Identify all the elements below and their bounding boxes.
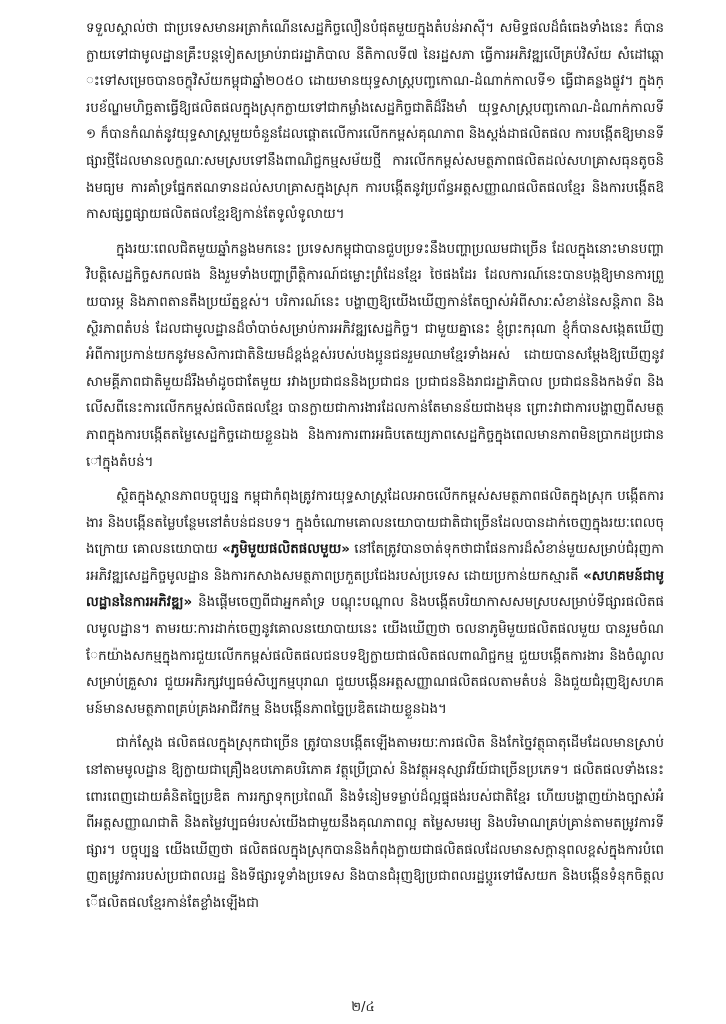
paragraph-2: ក្នុងរយៈពេលជិតមួយឆ្នាំកន្លងមកនេះ ប្រទេសកម្ពុជាបានជួបប្រទះនឹងបញ្ហាប្រឈមជាច្រើន ដែលក្នុងនោះមានបញ្ហាវិបត្តិសេដ្ឋកិច្ចសកលផង និងរួមទាំងបញ្ហាព្រឹត្តិការណ៍ជម្លោះព្រំដែនខ្មែរ ថៃផងដែរ ដែលការណ៍នេះបានបង្កឱ្យមានការព្រួយបារម្ភ និងភាពតានតឹងប្រយ័ត្នខ្ពស់។ បរិការណ៍នេះ បង្ហាញឱ្យយើងឃើញកាន់តែច្បាស់អំពីសារៈសំខាន់នៃសន្តិភាព និងស្ថិរភាពតំបន់ ដែលជាមូលដ្ឋានដ៏ចាំបាច់សម្រាប់ការអភិវឌ្ឍសេដ្ឋកិច្ច។ ជាមួយគ្នានេះ ខ្ញុំព្រះករុណា ខ្ញុំក៏បានសង្កេតឃើញអំពីការប្រកាន់យកនូវមនសិការជាតិនិយមដ៏ខ្ពង់ខ្ពស់របស់បងប្អូនជនរួមឈាមខ្មែរទាំងអស់ ដោយបានសម្តែងឱ្យឃើញនូវសាមគ្គីភាពជាតិមួយដ៏រឹងមាំដូចជាតែមួយ រវាងប្រជាជននិងប្រជាជន ប្រជាជននិងរាជរដ្ឋាភិបាល ប្រជាជននិងកងទ័ព និងលើសពីនេះការលើកកម្ពស់ផលិតផលខ្មែរ បានក្លាយជាការងារដែលកាន់តែមានន័យជាងមុន ព្រោះវាជាការបង្ហាញពីសមត្ថភាពក្នុងការបង្កើតតម្លៃសេដ្ឋកិច្ចដោយខ្លួនឯង និងការការពារអធិបតេយ្យភាពសេដ្ឋកិច្ចក្នុងពេលមានភាពមិនប្រាកដប្រជានៅក្នុងតំបន់។ <box>86 241 664 470</box>
paragraph-3: ស្ថិតក្នុងស្ថានភាពបច្ចុប្បន្ន កម្ពុជាកំពុងត្រូវការយុទ្ធសាស្ត្រដែលអាចលើកកម្ពស់សមត្ថភាពផលិតក្នុងស្រុក បង្កើតការងារ និងបង្កើនតម្លៃបន្ថែមនៅតំបន់ជនបទ។ ក្នុងចំណោមគោលនយោបាយជាតិជាច្រើនដែលបានដាក់ចេញក្នុងរយៈពេលចុងក្រោយ គោលនយោបាយ «ភូមិមួយផលិតផលមួយ» នៅតែត្រូវបានចាត់ទុកថាជាផែនការដ៏សំខាន់មួយសម្រាប់ជំរុញការអភិវឌ្ឍសេដ្ឋកិច្ចមូលដ្ឋាន និងការកសាងសមត្ថភាពប្រកួតប្រជែងរបស់ប្រទេស ដោយប្រកាន់យកស្មារតី «សហគមន៍ជាមូលដ្ឋាននៃការអភិវឌ្ឍ» និងផ្តើមចេញពីជាអ្នកគាំទ្រ បណ្តុះបណ្តាល និងបង្កើតបរិយាកាសសមស្របសម្រាប់ទីផ្សារផលិតផលមូលដ្ឋាន។ តាមរយៈការដាក់ចេញនូវគោលនយោបាយនេះ យើងឃើញថា ចលនាភូមិមួយផលិតផលមួយ បានរួមចំណែកយ៉ាងសកម្មក្នុងការជួយលើកកម្ពស់ផលិតផលជនបទឱ្យក្លាយជាផលិតផលពាណិជ្ជកម្ម ជួយបង្កើតការងារ និងចំណូលសម្រាប់គ្រួសារ ជួយអភិរក្សវប្បធម៌សិប្បកម្មបុរាណ ជួយបង្កើនអត្តសញ្ញាណផលិតផលតាមតំបន់ និងជួយជំរុញឱ្យសហគមន៍មានសមត្ថភាពគ្រប់គ្រងអាជីវកម្ម និងបង្កើនភាពច្នៃប្រឌិតដោយខ្លួនឯង។ <box>86 489 664 717</box>
paragraph-1: ទទួលស្គាល់ថា ជាប្រទេសមានអត្រាកំណើនសេដ្ឋកិច្ចលឿនបំផុតមួយក្នុងតំបន់អាស៊ី។ សមិទ្ធផលដ៏ធំធេងទាំងនេះ ក៏បានក្លាយទៅជាមូលដ្ឋានគ្រឹះបន្តទៀតសម្រាប់រាជរដ្ឋាភិបាល នីតិកាលទី៧ នៃរដ្ឋសភា ធ្វើការអភិវឌ្ឍលើគ្រប់វិស័យ សំដៅឆ្ពោះទៅសម្រេចបានចក្ខុវិស័យកម្ពុជាឆ្នាំ២០៥០ ដោយមានយុទ្ធសាស្ត្របញ្ចកោណ-ដំណាក់កាលទី១ ធ្វើជាគន្លងផ្លូវ។ ក្នុងក្របខ័ណ្ឌមហិច្ឆតាធ្វើឱ្យផលិតផលក្នុងស្រុកក្លាយទៅជាកម្លាំងសេដ្ឋកិច្ចជាតិដ៏រឹងមាំ យុទ្ធសាស្ត្របញ្ចកោណ-ដំណាក់កាលទី១ ក៏បានកំណត់នូវយុទ្ធសាស្ត្រមួយចំនួនដែលផ្តោតលើការលើកកម្ពស់គុណភាព និងស្តង់ដាផលិតផល ការបង្កើតឱ្យមានទីផ្សារថ្មីដែលមានលក្ខណៈសមស្របទៅនឹងពាណិជ្ជកម្មសម័យថ្មី ការលើកកម្ពស់សមត្ថភាពផលិតដល់សហគ្រាសធុនតូចនិងមធ្យម ការគាំទ្រផ្នែកឥណទានដល់សហគ្រាសក្នុងស្រុក ការបង្កើតនូវប្រព័ន្ធអត្តសញ្ញាណផលិតផលខ្មែរ និងការបង្កើតឱកាសផ្សព្វផ្សាយផលិតផលខ្មែរឱ្យកាន់តែទូលំទូលាយ។ <box>86 21 664 223</box>
paragraph-4: ជាក់ស្តែង ផលិតផលក្នុងស្រុកជាច្រើន ត្រូវបានបង្កើតឡើងតាមរយៈការផលិត និងកែច្នៃវត្ថុធាតុដើមដែលមានស្រាប់នៅតាមមូលដ្ឋាន ឱ្យក្លាយជាគ្រឿងឧបភោគបរិភោគ វត្ថុប្រើប្រាស់ និងវត្ថុអនុស្សាវរីយ៍ជាច្រើនប្រភេទ។ ផលិតផលទាំងនេះពោរពេញដោយគំនិតច្នៃប្រឌិត ការរក្សាទុកប្រពៃណី និងទំនៀមទម្លាប់ដ៏ល្អផ្ទុផង់របស់ជាតិខ្មែរ ហើយបង្ហាញយ៉ាងច្បាស់អំពីអត្តសញ្ញាណជាតិ និងតម្លៃវប្បធម៌របស់យើងជាមួយនឹងគុណភាពល្អ តម្លៃសមរម្យ និងបរិមាណគ្រប់គ្រាន់តាមតម្រូវការទីផ្សារ។ បច្ចុប្បន្ន យើងឃើញថា ផលិតផលក្នុងស្រុកបាននិងកំពុងក្លាយជាផលិតផលដែលមានសក្តានុពលខ្ពស់ក្នុងការបំពេញតម្រូវការរបស់ប្រជាពលរដ្ឋ និងទីផ្សារទូទាំងប្រទេស និងបានជំរុញឱ្យប្រជាពលរដ្ឋប្តូរទៅរើសយក និងបង្កើនទំនុកចិត្តលើផលិតផលខ្មែរកាន់តែខ្លាំងឡើងជា <box>86 736 664 911</box>
bold-phrase: «សហគមន៍ជាមូលដ្ឋាននៃការអភិវឌ្ឍ» <box>86 568 664 611</box>
bold-phrase: «ភូមិមួយផលិតផលមួយ» <box>222 542 350 558</box>
page-number: ២/៤ <box>351 1000 375 1015</box>
